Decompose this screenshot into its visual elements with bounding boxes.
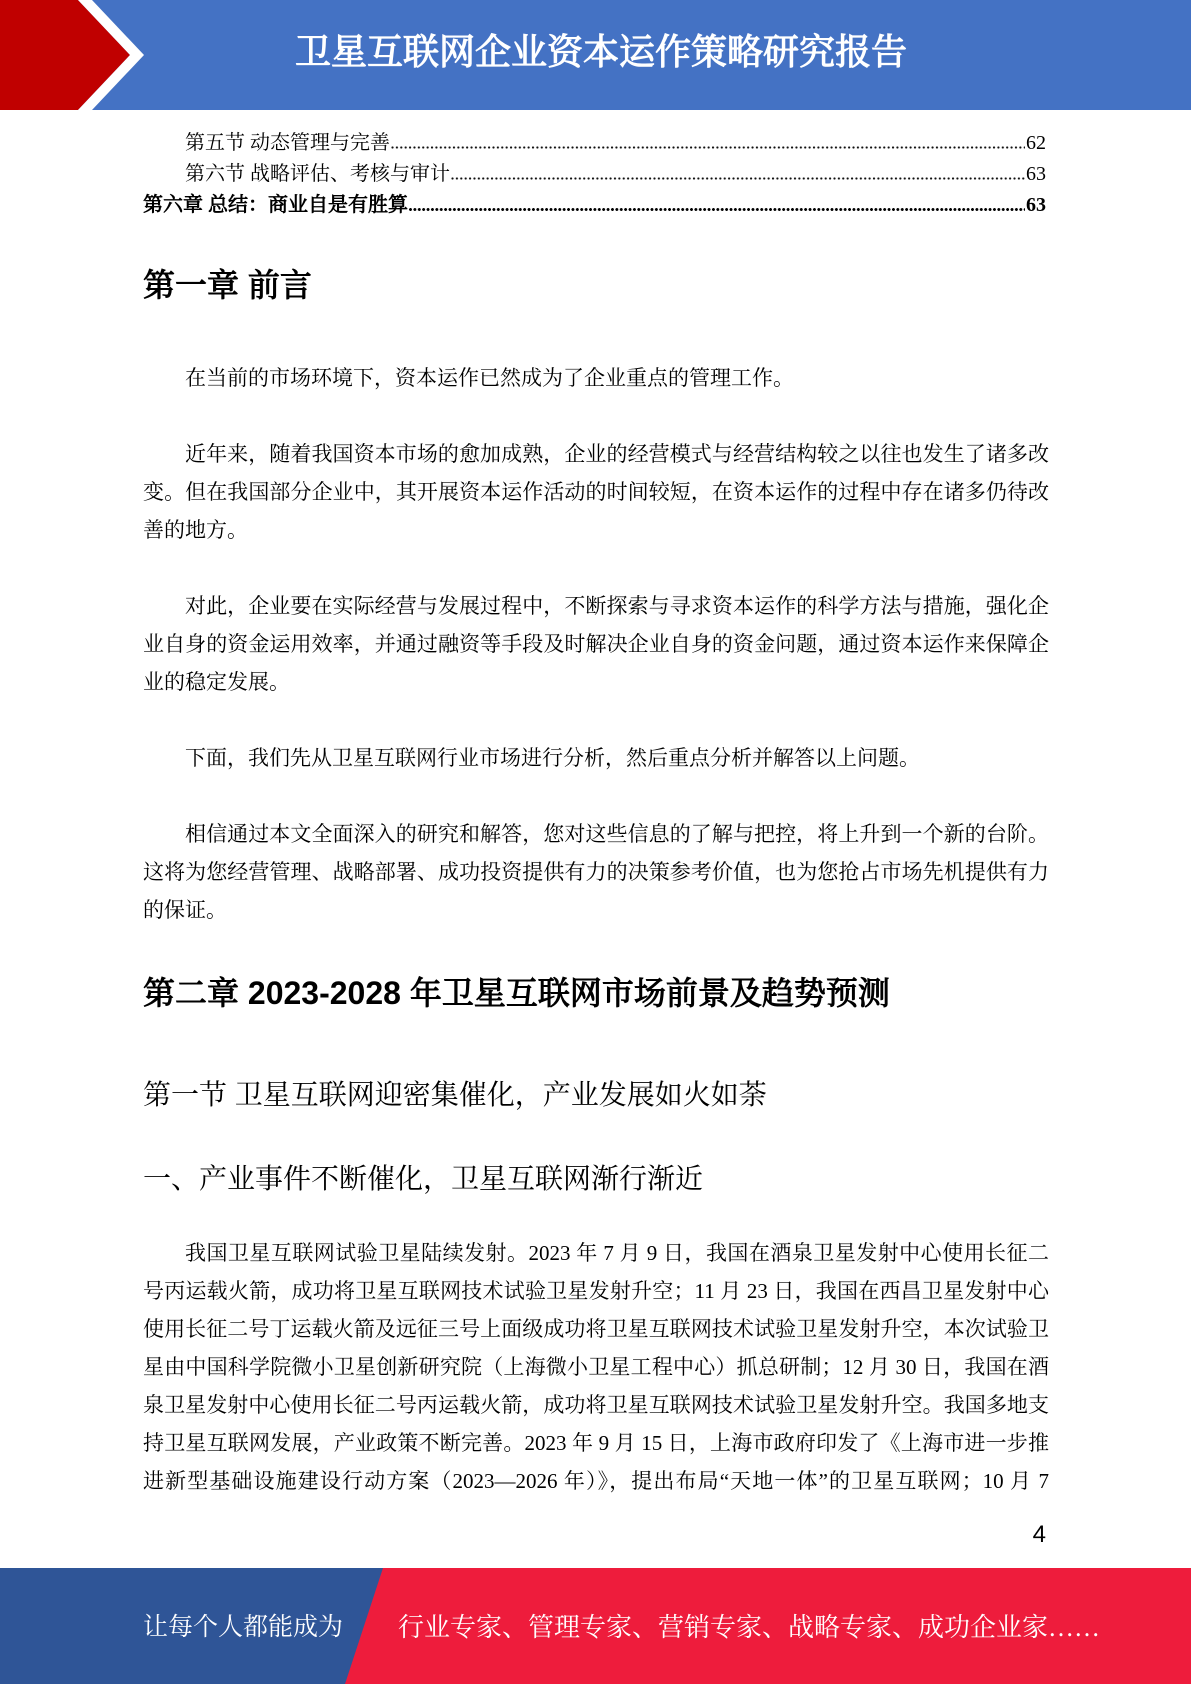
paragraph [143, 435, 1049, 549]
toc-entry[interactable] [143, 159, 1046, 190]
paragraph-line: 近年来，随着我国资本市场的愈加成熟，企业的经营模式与经营结构较之以往也发生了诸多改 [185, 442, 1049, 466]
footer-slogan-roles: 行业专家、管理专家、营销专家、战略专家、成功企业家…… [398, 1613, 1101, 1642]
footer-slogan-lead: 让每个人都能成为 [143, 1614, 344, 1641]
paragraph-line: 泉卫星发射中心使用长征二号丙运载火箭，成功将卫星互联网技术试验卫星发射升空。我国多地支 [143, 1393, 1049, 1417]
paragraph-line: 进新型基础设施建设行动方案（2023—2026 年）》，提出布局“天地一体”的卫星互联网；10 月 7 [143, 1469, 1049, 1493]
paragraph-line: 相信通过本文全面深入的研究和解答，您对这些信息的了解与把控，将上升到一个新的台阶。 [185, 822, 1049, 846]
toc-entry-page: 62 [1026, 132, 1046, 154]
chapter-heading: 第二章 2023-2028 年卫星互联网市场前景及趋势预测 [143, 975, 890, 1011]
page-footer [0, 1568, 1191, 1684]
toc-entry-page: 63 [1026, 163, 1046, 185]
chapter-heading: 第一章 前言 [143, 267, 312, 303]
page-number: 4 [1032, 1521, 1046, 1548]
chapter1-body [143, 359, 1049, 967]
paragraph [143, 1234, 1049, 1500]
paragraph-line: 业自身的资金运用效率，并通过融资等手段及时解决企业自身的资金问题，通过资本运作来保障企 [143, 632, 1049, 656]
chapter2-body [143, 1234, 1049, 1538]
paragraph-line: 在当前的市场环境下，资本运作已然成为了企业重点的管理工作。 [185, 366, 794, 390]
dot-leader [451, 177, 1025, 180]
paragraph-line: 的保证。 [143, 898, 227, 922]
subsection-heading: 一、产业事件不断催化，卫星互联网渐行渐近 [143, 1163, 704, 1194]
section-heading: 第一节 卫星互联网迎密集催化，产业发展如火如荼 [143, 1079, 767, 1110]
paragraph-line: 持卫星互联网发展，产业政策不断完善。2023 年 9 月 15 日，上海市政府印发了《上海市进一步推 [143, 1431, 1049, 1455]
table-of-contents [143, 128, 1046, 221]
paragraph-line: 使用长征二号丁运载火箭及远征三号上面级成功将卫星互联网技术试验卫星发射升空，本次试验卫 [143, 1317, 1049, 1341]
dot-leader [409, 208, 1025, 211]
paragraph-line: 号丙运载火箭，成功将卫星互联网技术试验卫星发射升空；11 月 23 日，我国在西昌卫星发射中心 [143, 1279, 1049, 1303]
dot-leader [391, 146, 1025, 149]
page-header [0, 0, 1191, 110]
paragraph-line: 业的稳定发展。 [143, 670, 290, 694]
paragraph [143, 739, 1049, 777]
paragraph-line: 我国卫星互联网试验卫星陆续发射。2023 年 7 月 9 日，我国在酒泉卫星发射中心使用长征二 [185, 1241, 1049, 1265]
paragraph-line: 星由中国科学院微小卫星创新研究院（上海微小卫星工程中心）抓总研制；12 月 30 日，我国在酒 [143, 1355, 1049, 1379]
toc-entry[interactable] [143, 128, 1046, 159]
paragraph [143, 359, 1049, 397]
toc-entry-page: 63 [1026, 194, 1046, 216]
toc-entry-label: 第五节 动态管理与完善 [185, 132, 390, 154]
paragraph-line: 这将为您经营管理、战略部署、成功投资提供有力的决策参考价值，也为您抢占市场先机提供有力 [143, 860, 1049, 884]
paragraph [143, 587, 1049, 701]
toc-entry-label: 第六章 总结：商业自是有胜算 [143, 194, 408, 216]
toc-entry[interactable] [143, 190, 1046, 221]
paragraph [143, 815, 1049, 929]
toc-entry-label: 第六节 战略评估、考核与审计 [185, 163, 450, 185]
paragraph-line: 对此，企业要在实际经营与发展过程中，不断探索与寻求资本运作的科学方法与措施，强化企 [185, 594, 1049, 618]
paragraph-line: 下面，我们先从卫星互联网行业市场进行分析，然后重点分析并解答以上问题。 [185, 746, 920, 770]
paragraph-line: 变。但在我国部分企业中，其开展资本运作活动的时间较短，在资本运作的过程中存在诸多仍待改 [143, 480, 1049, 504]
report-title: 卫星互联网企业资本运作策略研究报告 [295, 31, 908, 72]
paragraph-line: 善的地方。 [143, 518, 248, 542]
